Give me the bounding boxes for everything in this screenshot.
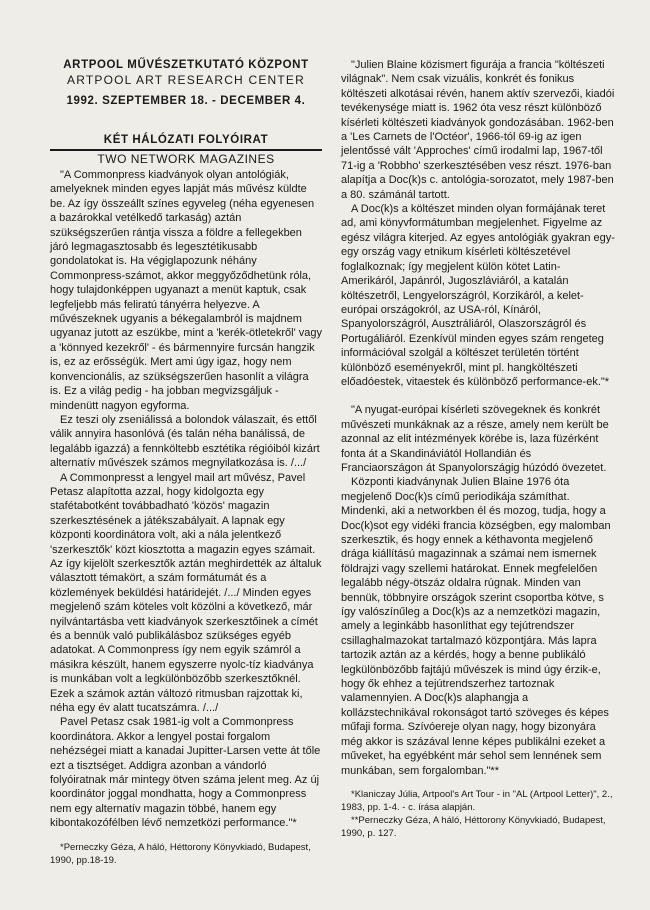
footnote: *Klaniczay Júlia, Artpool's Art Tour - in "AL (Artpool Letter)", 2., 1983, pp. 1-4. - c. írása alapján. — [341, 788, 613, 813]
paragraph: A Doc(k)s a költészet minden olyan formájának teret ad, ami könyvformátumban megjelenhet. Figyelme az egész világra kiterjed. Az egyes antológiák gyakran egy-egy ország vagy etnikum kísérleti költészetével foglalkoznak; így megjelent külön kötet Latin-Amerikáról, Japánról, Jugoszláviáról, a katalán költészetről, Lengyelországról, Korzikáról, a kelet-európai országokról, az USA-ról, Kínáról, Spanyolországról, Ausztráliáról, Olaszországról és Portugáliáról. Ezenkívül minden egyes szám rengeteg információval szolgál a költészet területén történt különböző eseményekről, mint pl. hangköltészeti előadóestek, vitaestek és különböző performance-ek."* — [341, 203, 615, 388]
section-subtitle: TWO NETWORK MAGAZINES — [97, 152, 275, 166]
footnote: **Perneczky Géza, A háló, Héttorony Könyvkiadó, Budapest, 1990, p. 127. — [341, 814, 606, 839]
right-body — [341, 58, 615, 778]
left-body — [50, 168, 322, 831]
paragraph: "A Commonpress kiadványok olyan antológiák, amelyeknek minden egyes lapját más művész küldte be. Az így összeállt színes egyveleg (néha egyenesen a bazárokkal vetélkedő tarkaság) aztán szükségszerűen rántja vissza a földre a fellegekben járó legmagasztosabb és legesztétikusabb gondolatokat is. Ha végiglapozunk néhány Commonpress-számot, akkor meggyőződhetünk róla, hogy tulajdonképpen ugyanazt a menüt kaptuk, csak legfeljebb más feliratú tányérra helyezve. A művészeknek ugyanis a békegalambról is majdnem ugyanaz jutott az eszükbe, mint a 'kerék-ötletekről' vagy a 'könnyed kezekről' - és bármennyire furcsán hangzik is, ez az erősségük. Mert ami úgy igaz, hogy nem konvencionális, az szükségszerűen hasonlít a világra is. Ez a világ pedig - ha jobban megvizsgáljuk - mindenütt nagyon egyforma. — [50, 169, 323, 412]
right-column — [341, 58, 615, 840]
section-rule — [50, 149, 322, 151]
left-column — [50, 58, 322, 867]
header-dates: 1992. SZEPTEMBER 18. - DECEMBER 4. — [66, 95, 306, 107]
header-line-1: ARTPOOL MŰVÉSZETKUTATÓ KÖZPONT — [63, 59, 309, 71]
paragraph: "Julien Blaine közismert figurája a francia "költészeti világnak". Nem csak vizuális, konkrét és fonikus költészeti alkotásai révén, hanem aktív szervezői, kiadói tevékenysége miatt is. 1962 óta vesz részt különböző kísérleti költészeti kiadványok gondozásában. 1962-ben a 'Les Carnets de l'Octéor', 1966-tól 69-ig az igen jelentőssé vált 'Approches' című irodalmi lap, 1967-től 71-ig a 'Robbho' szerkesztésében vesz részt. 1976-ban alapítja a Doc(k)s c. antológia-sorozatot, mely 1987-ben a 80. számánál tartott. — [341, 59, 615, 201]
paragraph: Ez teszi oly zseniálissá a bolondok válaszait, és ettől válik annyira hasonlóvá (és talán néha banálissá, de legalább igazzá) a fennköltebb esztétika régióiból kizárt alternatív művészek számos megnyilatkozása is. /.../ — [50, 413, 320, 470]
paragraph: Központi kiadványnak Julien Blaine 1976 óta megjelenő Doc(k)s című periodikája számíthat. Mindenki, aki a networkben él és mozog, tudja, hogy a Doc(k)sot egy vidéki francia községben, egy malomban szerkesztik, és hogy ennek a kéthavonta megjelenő drága kiállítású magazinnak a számai nem ismernek földrajzi vagy szellemi határokat. Ennek megfelelően legalább négy-ötszáz oldalra rúgnak. Minden van bennük, többnyire országok szerint csoportba kötve, s így valószínűleg a Doc(k)s az a nemzetközi magazin, amely a leginkább hasonlíthat egy tejútrendszer csillaghalmazokat tartalmazó központjára. Más lapra tartozik aztán az a kérdés, hogy a benne publikáló legkülönbözőbb fajtájú művészek is mind úgy érzik-e, hogy ők ehhez a tejútrendszerhez tartoznak valamennyien. A Doc(k)s alaphangja a kollázstechnikával rokonságot tartó szöveges és képes műfaji forma. Szívóereje olyan nagy, hogy bizonyára még akkor is százával lenne képes publikálni ezeket a műveket, ha egyébként már sehol sem lennének sem munkában, sem forgalomban."** — [341, 476, 611, 777]
header-line-2: ARTPOOL ART RESEARCH CENTER — [66, 73, 305, 87]
paragraph: Pavel Petasz csak 1981-ig volt a Commonpress koordinátora. Akkor a lengyel postai forgalom nehézségei miatt a kanadai Jupitter-Larsen vette át tőle ezt a tisztséget. Addigra azonban a vándorló folyóiratnak már mintegy ötven száma jelent meg. Az új koordinátor joggal mondhatta, hogy a Commonpress nem egy alternatív magazin többé, hanem egy kibontakozófélben lévő nemzetközi performance."* — [50, 716, 321, 830]
left-footnotes — [50, 841, 322, 867]
right-footnotes — [341, 788, 615, 840]
paragraph: "A nyugat-európai kísérleti szövegeknek és konkrét művészeti munkáknak az a része, amely nem került be azonnal az elit intézmények körébe is, laza füzérként fonta át a Skandináviától Hollandián és Franciaországon át Spanyolországig húzódó övezetet. — [341, 404, 609, 474]
paragraph: A Commonpresst a lengyel mail art művész, Pavel Petasz alapította azzal, hogy kidolgozta egy stafétabotként továbbadható 'közös' magazin szerkesztésének a játékszabályait. A lapnak egy központi koordinátora volt, aki a nála jelentkező 'szerkesztők' közt kiosztotta a magazin egyes számait. Az így kijelölt szerkesztők aztán meghirdették az általuk választott témakört, a szám formátumát és a közlemények beküldési határidejét. /.../ Minden egyes megjelenő szám köteles volt közölni a következő, már nyilvántartásba vett kiadványok szerkesztőinek a címét és a bennük való publikálásboz szükséges egyéb adatokat. A Commonpress így nem egyik számról a másikra készült, hanem egyszerre nyolc-tíz kiadványa is munkában volt a legkülönbözőbb szerkesztőknél. Ezek a számok aztán változó ritmusban rajzottak ki, néha egy év alatt tucatszámra. /.../ — [50, 471, 322, 715]
section-title: KÉT HÁLÓZATI FOLYÓIRAT — [103, 134, 269, 146]
footnote: *Perneczky Géza, A háló, Héttorony Könyvkiadó, Budapest, 1990, pp.18-19. — [50, 841, 311, 866]
